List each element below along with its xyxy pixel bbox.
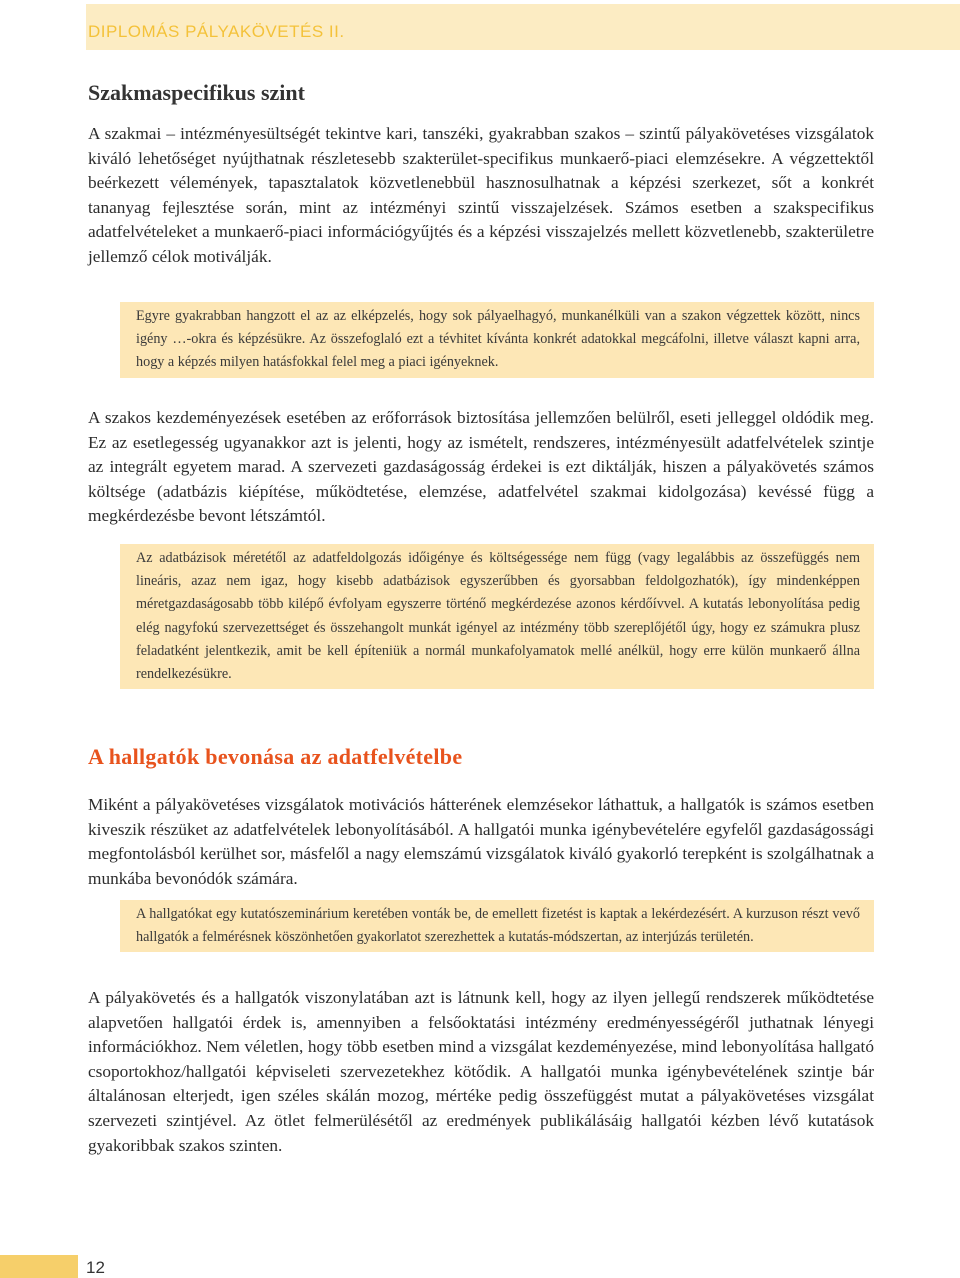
body-paragraph: A szakmai – intézményesültségét tekintve kari, tanszéki, gyakrabban szakos – szintű pályakövetéses vizsgálatok kiváló lehetőséget nyújthatnak részletesebb szakterület-specifikus munkaerő-piaci elemzésekre. A végzettektől beérkezett vélemények, tapasztalatok közvetlenebbül hasznosulhatnak a képzési szerkezet, sőt a konkrét tananyag fejlesztése során, mint az intézményi szintű visszajelzések. Számos esetben a szakspecifikus adatfelvételeket a munkaerő-piaci információgyűjtés és a képzési visszajelzés mellett közvetlenebb, szakterületre jellemző célok motiválják. <box>88 124 874 266</box>
section-heading-hallgatok: A hallgatók bevonása az adatfelvételbe <box>88 744 463 769</box>
highlight-box: Egyre gyakrabban hangzott el az az elképzelés, hogy sok pályaelhagyó, munkanélküli van a szakon végzettek között, nincs igény …-okra és képzésükre. Az összefoglaló ezt a tévhitet kívánta konkrét adatokkal megcáfolni, illetve választ kapni arra, hogy a képzés milyen hatásfokkal felel meg a piaci igényeknek. <box>120 302 874 378</box>
body-paragraph: Miként a pályakövetéses vizsgálatok motivációs hátterének elemzésekor láthattuk, a hallgatók is számos esetben kiveszik részüket az adatfelvételek lebonyolításából. A hallgatói munka igénybevételére egyfelől gazdaságossági megfontolásból kerülhet sor, másfelől a nagy elemszámú vizsgálatok kiváló gyakorló terepként is szolgálhatnak a munkába bevonódók számára. <box>88 795 874 888</box>
running-header: DIPLOMÁS PÁLYAKÖVETÉS II. <box>88 22 345 41</box>
highlight-box: A hallgatókat egy kutatószeminárium keretében vonták be, de emellett fizetést is kaptak a lekérdezésért. A kurzuson részt vevő hallgatók a felmérésnek köszönhetően gyakorlatot szerezhettek a kutatás-módszertan, az interjúzás területén. <box>120 900 874 952</box>
body-paragraph: A szakos kezdeményezések esetében az erőforrások biztosítása jellemzően belülről, eseti jelleggel oldódik meg. Ez az esetlegesség ugyanakkor azt is jelenti, hogy az ismételt, rendszeres, intézményesült adatfelvételek szintje az integrált egyetem marad. A szervezeti gazdaságosság érdekei is ezt diktálják, hiszen a pályakövetés számos költsége (adatbázis kiépítése, működtetése, elemzése, adatfelvétel szakmai kidolgozása) kevéssé függ a megkérdezésbe bevont létszámtól. <box>88 408 874 526</box>
highlight-box: Az adatbázisok méretétől az adatfeldolgozás időigénye és költségessége nem függ (vagy legalábbis az összefüggés nem lineáris, azaz nem igaz, hogy kisebb adatbázisok egyszerűbben és gyorsabban feldolgozhatók), így mindenképpen méretgazdaságosabb több kilépő évfolyam egyszerre történő megkérdezése azonos kérdőívvel. A kutatás lebonyolítása pedig elég nagyfokú szervezettséget és összehangolt munkát igényel az intézmény több szereplőjétől úgy, hogy ez számukra plusz feladatként jelentkezik, amit be kell építeniük a normál munkafolyamatok mellé anélkül, hogy erre külön munkaerő állna rendelkezésükre. <box>120 544 874 689</box>
body-paragraph: A pályakövetés és a hallgatók viszonylatában azt is látnunk kell, hogy az ilyen jellegű rendszerek működtetése alapvetően hallgatói érdek is, amennyiben a felsőoktatási intézmény eredményességéről juthatnak lényegi információkhoz. Nem véletlen, hogy több esetben mind a vizsgálat kezdeményezése, mind lebonyolítása hallgató csoportokhoz/hallgatói képviseleti szervezetekhez kötődik. A hallgatói munka igénybevételének szintje bár általánosan elterjedt, igen széles skálán mozog, mértéke pedig összefüggést mutat a pályakövetéses vizsgálat szervezeti szintjével. Az ötlet felmerülésétől az eredmények publikálásáig hallgatói kézben lévő kutatások gyakoribbak szakos szinten. <box>88 988 874 1155</box>
section-heading-szakmaspecifikus: Szakmaspecifikus szint <box>88 80 305 105</box>
page-number-band <box>0 1255 78 1278</box>
page-number: 12 <box>86 1258 105 1277</box>
